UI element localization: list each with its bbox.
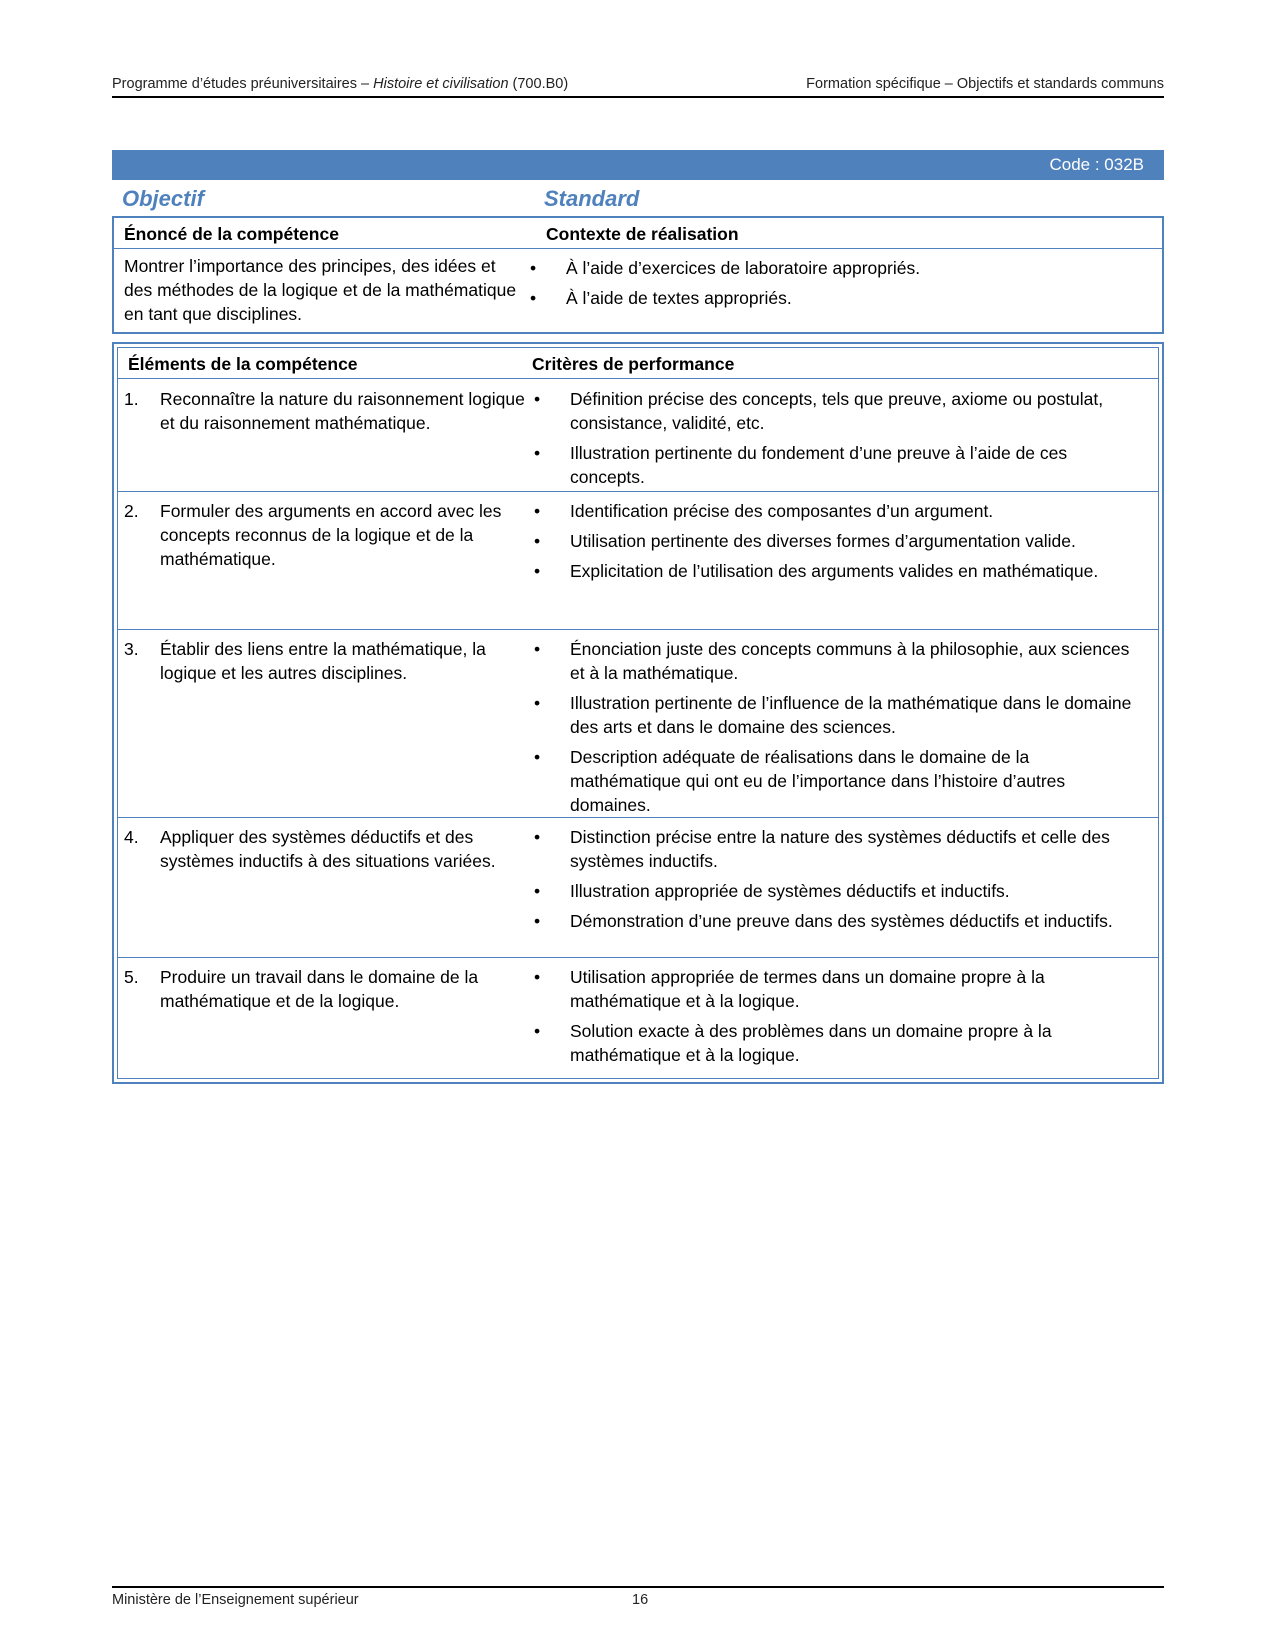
bullet-icon: • xyxy=(534,693,541,713)
criteria-list xyxy=(532,637,1144,823)
program-name: Histoire et civilisation xyxy=(373,76,509,92)
criterion-item: • Utilisation appropriée de termes dans un domaine propre à la mathématique et à la logique. xyxy=(534,967,1045,1011)
criterion-item: • Utilisation pertinente des diverses formes d’argumentation valide. xyxy=(534,531,1076,551)
criterion-item: • Énonciation juste des concepts communs à la philosophie, aux sciences et à la mathématique. xyxy=(534,639,1130,683)
bullet-icon: • xyxy=(530,288,537,308)
bullet-icon: • xyxy=(530,258,537,278)
criteria-list xyxy=(532,499,1144,589)
element-number: 3. xyxy=(124,639,139,659)
criterion-item: • Explicitation de l’utilisation des arguments valides en mathématique. xyxy=(534,561,1099,581)
criterion-item: • Distinction précise entre la nature des systèmes déductifs et celle des systèmes inductifs. xyxy=(534,827,1110,871)
bullet-icon: • xyxy=(534,1021,541,1041)
elements-table xyxy=(112,342,1164,1084)
bullet-icon: • xyxy=(534,389,541,409)
element-number: 5. xyxy=(124,967,139,987)
competence-table xyxy=(112,216,1164,334)
bullet-icon: • xyxy=(534,443,541,463)
criterion-item: • Illustration appropriée de systèmes déductifs et inductifs. xyxy=(534,881,1010,901)
context-item: • À l’aide de textes appropriés. xyxy=(530,288,792,308)
criterion-item: • Illustration pertinente de l’influence de la mathématique dans le domaine des arts et dans le domaine des sciences. xyxy=(534,693,1132,737)
criterion-item: • Illustration pertinente du fondement d’une preuve à l’aide de ces concepts. xyxy=(534,443,1068,487)
program-title: Programme d’études préuniversitaires – Histoire et civilisation (700.B0) xyxy=(112,76,569,92)
elements-header: Éléments de la compétence xyxy=(128,354,358,374)
bullet-icon: • xyxy=(534,881,541,901)
element-text: Appliquer des systèmes déductifs et des systèmes inductifs à des situations variées. xyxy=(160,827,496,871)
element-number: 4. xyxy=(124,827,139,847)
ministry-name: Ministère de l’Enseignement supérieur xyxy=(112,1592,359,1608)
table-row xyxy=(118,957,1158,1079)
table-row xyxy=(118,629,1158,818)
statement-header: Énoncé de la compétence xyxy=(124,224,339,244)
context-list xyxy=(528,256,1148,316)
table-row xyxy=(118,379,1158,492)
table-row xyxy=(118,817,1158,958)
criterion-item: • Démonstration d’une preuve dans des systèmes déductifs et inductifs. xyxy=(534,911,1113,931)
bullet-icon: • xyxy=(534,827,541,847)
bullet-icon: • xyxy=(534,911,541,931)
element-text: Formuler des arguments en accord avec les concepts reconnus de la logique et de la mathématique. xyxy=(160,501,502,569)
table-row xyxy=(118,491,1158,630)
criterion-item: • Définition précise des concepts, tels que preuve, axiome ou postulat, consistance, validité, etc. xyxy=(534,389,1104,433)
criteria-list xyxy=(532,825,1144,939)
page-header xyxy=(112,76,1164,98)
objective-title: Objectif xyxy=(122,186,204,211)
code-label: Code : 032B xyxy=(1049,155,1144,174)
criteria-list xyxy=(532,965,1144,1073)
bullet-icon: • xyxy=(534,561,541,581)
element-text: Produire un travail dans le domaine de la mathématique et de la logique. xyxy=(160,967,479,1011)
bullet-icon: • xyxy=(534,531,541,551)
competence-statement: Montrer l’importance des principes, des idées et des méthodes de la logique et de la mathématique en tant que disciplines. xyxy=(124,256,517,324)
page-footer xyxy=(112,1586,1164,1610)
elements-table-inner xyxy=(117,347,1159,1079)
standard-title: Standard xyxy=(544,186,640,211)
element-text: Établir des liens entre la mathématique, la logique et les autres disciplines. xyxy=(160,639,486,683)
section-title: Formation spécifique – Objectifs et standards communs xyxy=(806,76,1164,92)
context-header: Contexte de réalisation xyxy=(546,224,739,244)
bullet-icon: • xyxy=(534,639,541,659)
element-number: 1. xyxy=(124,389,139,409)
page-number: 16 xyxy=(632,1592,649,1608)
criterion-item: • Description adéquate de réalisations dans le domaine de la mathématique qui ont eu de l’importance dans l’histoire d’autres domaines. xyxy=(534,747,1066,815)
criterion-item: • Identification précise des composantes d’un argument. xyxy=(534,501,994,521)
element-number: 2. xyxy=(124,501,139,521)
column-titles xyxy=(112,184,1164,212)
criteria-header: Critères de performance xyxy=(532,354,735,374)
competence-header-row xyxy=(114,218,1162,249)
element-text: Reconnaître la nature du raisonnement logique et du raisonnement mathématique. xyxy=(160,389,525,433)
context-item: • À l’aide d’exercices de laboratoire appropriés. xyxy=(530,258,921,278)
bullet-icon: • xyxy=(534,501,541,521)
criteria-list xyxy=(532,387,1144,495)
code-banner xyxy=(112,150,1164,180)
bullet-icon: • xyxy=(534,967,541,987)
criterion-item: • Solution exacte à des problèmes dans un domaine propre à la mathématique et à la logique. xyxy=(534,1021,1052,1065)
elements-header-row xyxy=(118,348,1158,379)
bullet-icon: • xyxy=(534,747,541,767)
